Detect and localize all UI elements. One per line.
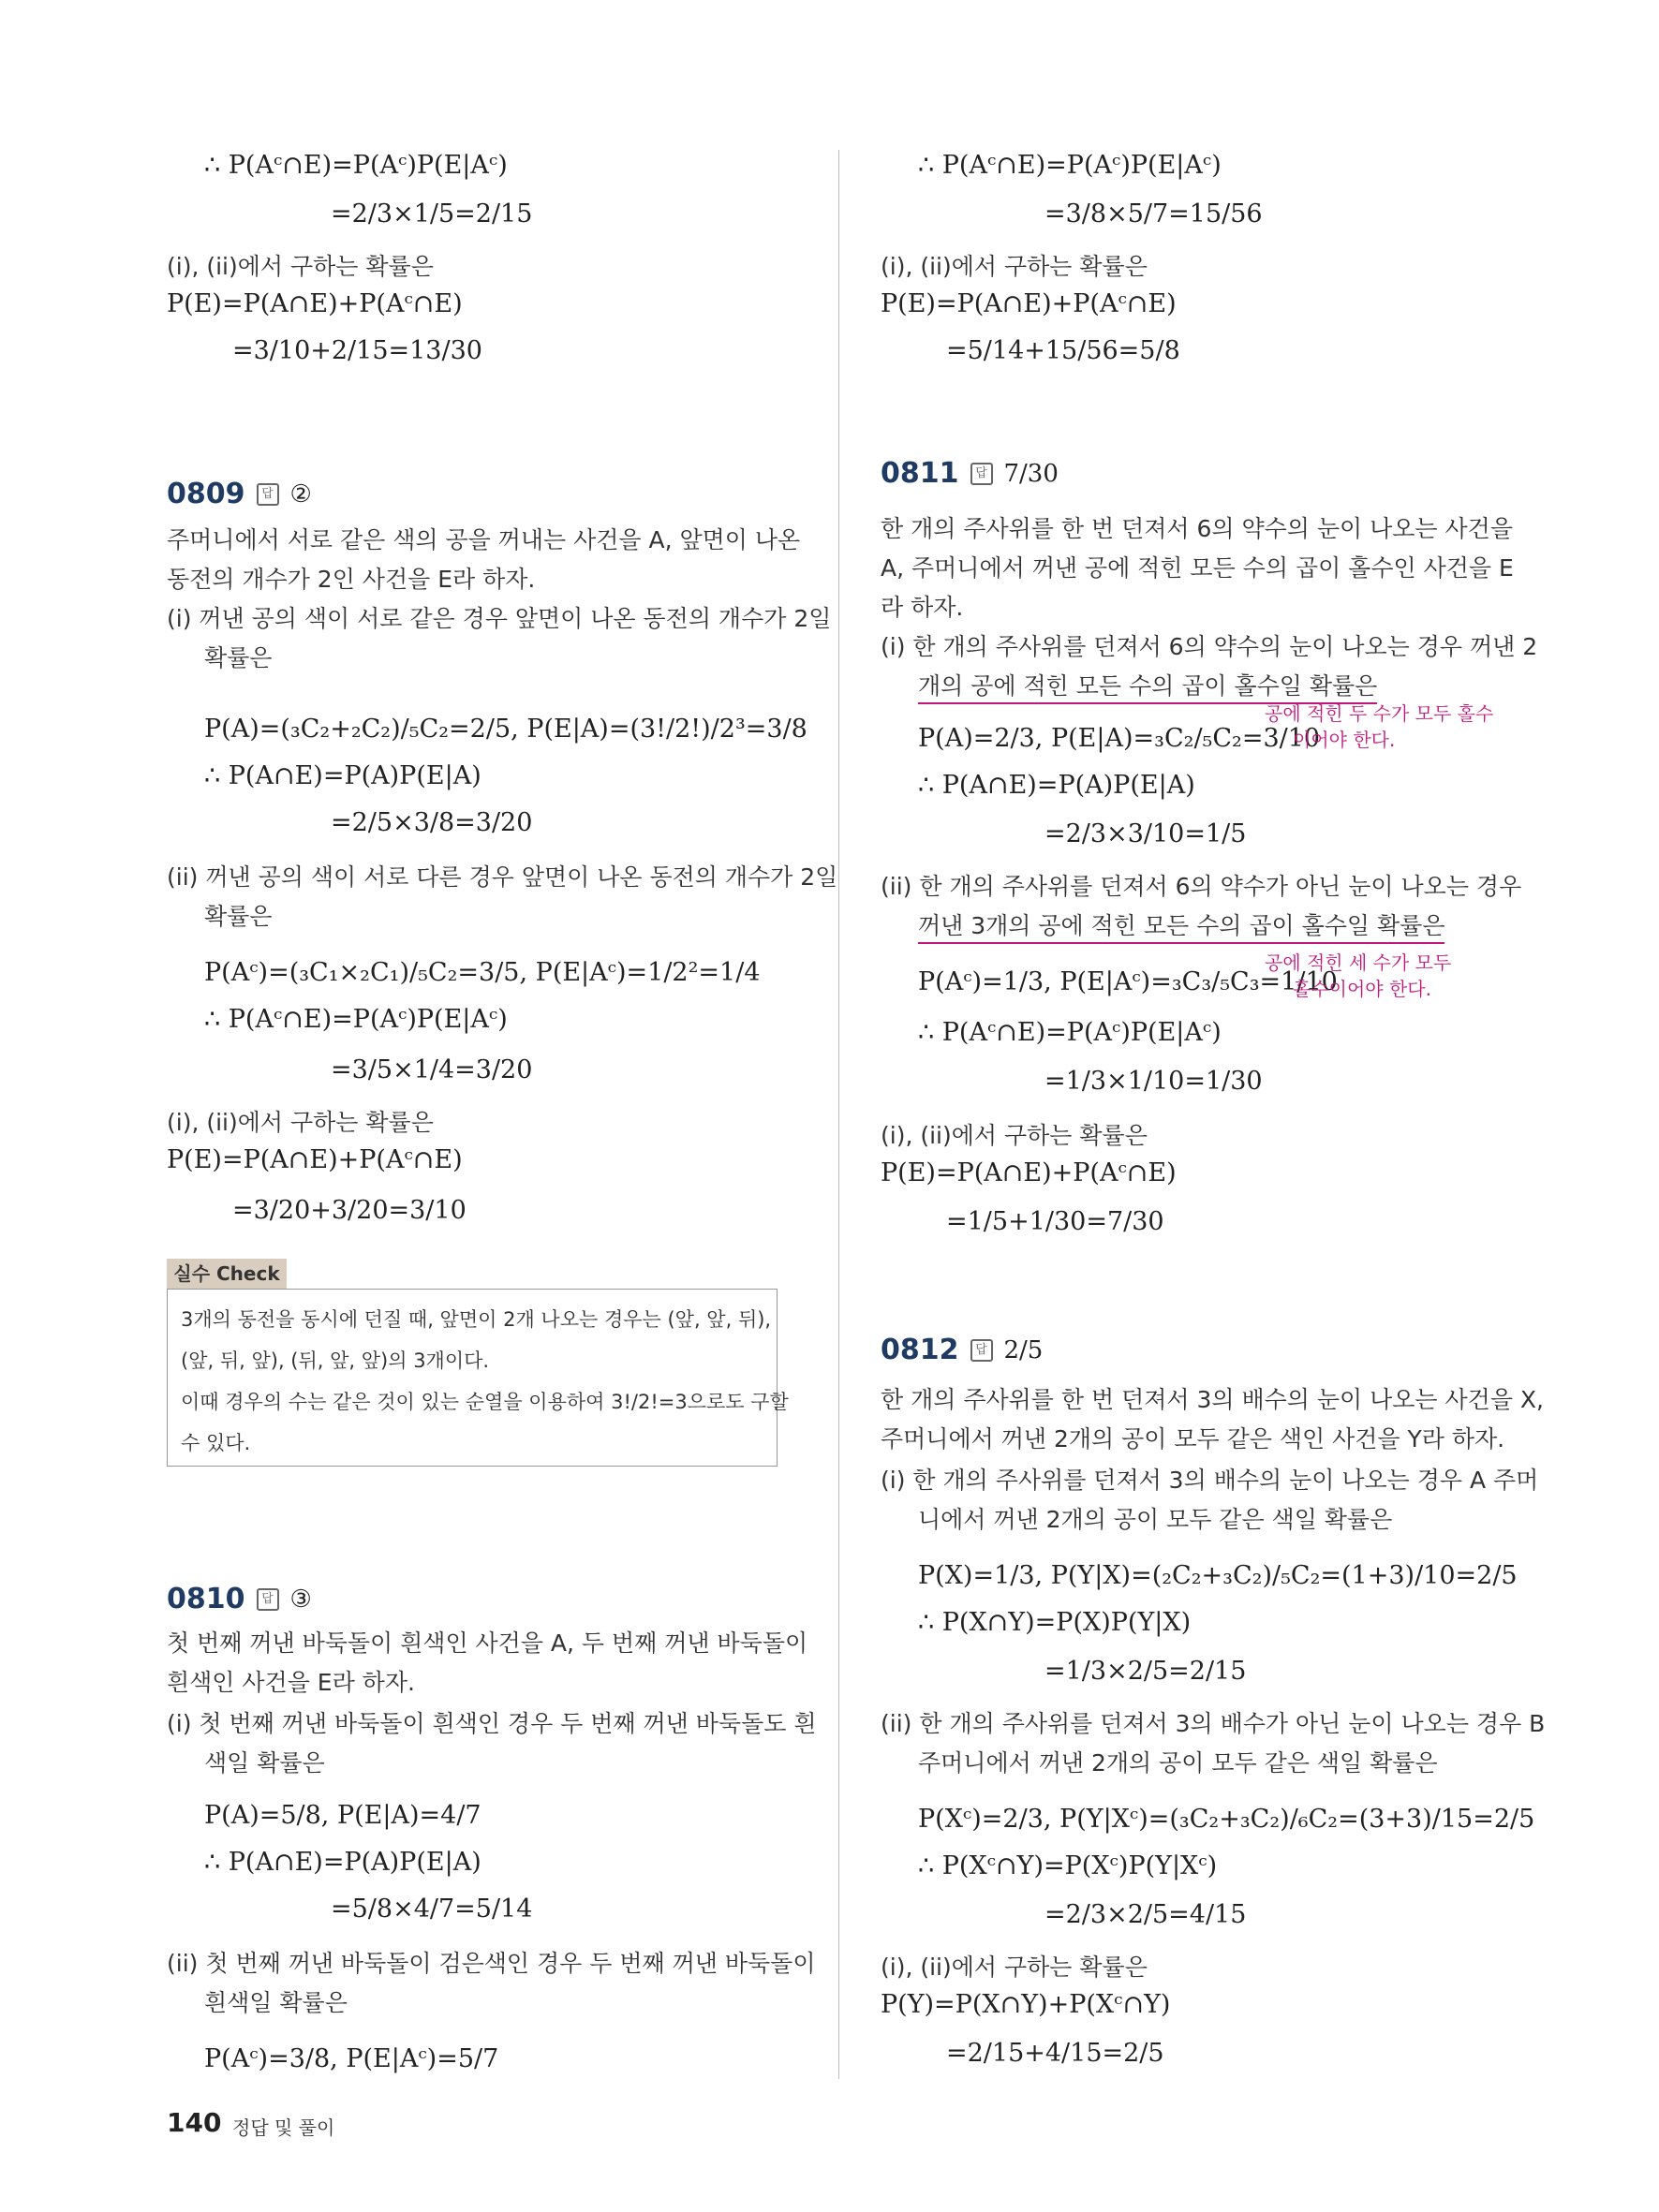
problem-number: 0809 <box>167 478 245 510</box>
math-line: P(Aᶜ)=1/3, P(E|Aᶜ)=₃C₃/₅C₃=1/10 <box>918 967 1338 996</box>
math-line: P(Xᶜ)=2/3, P(Y|Xᶜ)=(₃C₂+₃C₂)/₆C₂=(3+3)/15=2/5 <box>918 1805 1535 1834</box>
text-line: 한 개의 주사위를 한 번 던져서 3의 배수의 눈이 나오는 사건을 X, <box>881 1386 1544 1413</box>
text-line: 흰색인 사건을 E라 하자. <box>167 1669 415 1696</box>
text-line: (i), (ii)에서 구하는 확률은 <box>167 1109 434 1136</box>
math-line: P(E)=P(A∩E)+P(Aᶜ∩E) <box>167 1145 463 1174</box>
problem-header-0809 <box>167 478 312 510</box>
math-line: =2/15+4/15=2/5 <box>946 2039 1164 2068</box>
text-line: 주머니에서 꺼낸 2개의 공이 모두 같은 색일 확률은 <box>918 1749 1438 1777</box>
math-line: P(E)=P(A∩E)+P(Aᶜ∩E) <box>167 289 463 318</box>
text-line: 확률은 <box>204 903 273 930</box>
math-line: ∴ P(A∩E)=P(A)P(E|A) <box>204 761 481 790</box>
math-line: ∴ P(Aᶜ∩E)=P(Aᶜ)P(E|Aᶜ) <box>918 1018 1222 1047</box>
math-line: =5/8×4/7=5/14 <box>331 1895 533 1924</box>
text-line: (i), (ii)에서 구하는 확률은 <box>881 1122 1148 1149</box>
check-box <box>167 1289 789 1467</box>
text-line: (i), (ii)에서 구하는 확률은 <box>167 253 434 280</box>
answer-icon: 답 <box>970 463 993 485</box>
problem-number: 0812 <box>881 1334 959 1366</box>
text-line: 색일 확률은 <box>204 1749 325 1777</box>
text-line: 라 하자. <box>881 594 964 621</box>
math-line: =5/14+15/56=5/8 <box>946 336 1180 365</box>
math-line: =2/3×2/5=4/15 <box>1044 1900 1247 1929</box>
check-line: 3개의 동전을 동시에 던질 때, 앞면이 2개 나오는 경우는 (앞, 앞, 뒤), <box>181 1308 772 1331</box>
math-line: =2/3×1/5=2/15 <box>331 199 533 229</box>
page-number: 140 <box>167 2107 222 2138</box>
math-line: P(Aᶜ)=(₃C₁×₂C₁)/₅C₂=3/5, P(E|Aᶜ)=1/2²=1/4 <box>204 958 761 987</box>
text-line: 확률은 <box>204 644 273 671</box>
text-line: 꺼낸 3개의 공에 적힌 모든 수의 곱이 홀수일 확률은 <box>918 910 1444 944</box>
math-line: P(E)=P(A∩E)+P(Aᶜ∩E) <box>881 289 1177 318</box>
math-line: P(A)=2/3, P(E|A)=₃C₂/₅C₂=3/10 <box>918 724 1321 753</box>
answer-value: ③ <box>289 1585 312 1614</box>
math-line: =1/5+1/30=7/30 <box>946 1207 1164 1236</box>
section-label: 정답 및 풀이 <box>232 2116 335 2139</box>
problem-header-0811 <box>881 457 1059 490</box>
math-line: P(Y)=P(X∩Y)+P(Xᶜ∩Y) <box>881 1990 1171 2019</box>
text-line: (ii) 꺼낸 공의 색이 서로 다른 경우 앞면이 나온 동전의 개수가 2일 <box>167 863 838 891</box>
math-line: ∴ P(Xᶜ∩Y)=P(Xᶜ)P(Y|Xᶜ) <box>918 1851 1218 1880</box>
text-line: (i) 한 개의 주사위를 던져서 3의 배수의 눈이 나오는 경우 A 주머 <box>881 1467 1539 1494</box>
note-line: 공에 적힌 세 수가 모두 <box>1265 951 1452 974</box>
text-line: 주머니에서 서로 같은 색의 공을 꺼내는 사건을 A, 앞면이 나온 <box>167 526 801 553</box>
math-line: ∴ P(A∩E)=P(A)P(E|A) <box>918 771 1195 800</box>
problem-number: 0811 <box>881 457 959 490</box>
math-line: ∴ P(Aᶜ∩E)=P(Aᶜ)P(E|Aᶜ) <box>204 1005 508 1034</box>
math-line: =3/10+2/15=13/30 <box>232 336 482 365</box>
check-line: 수 있다. <box>181 1432 251 1454</box>
note-line: 이어야 한다. <box>1293 729 1396 751</box>
note-line: 홀수이어야 한다. <box>1293 978 1431 1000</box>
math-line: ∴ P(X∩Y)=P(X)P(Y|X) <box>918 1608 1192 1637</box>
text-line: A, 주머니에서 꺼낸 공에 적힌 모든 수의 곱이 홀수인 사건을 E <box>881 554 1514 582</box>
answer-icon: 답 <box>257 483 279 506</box>
text-line: (ii) 한 개의 주사위를 던져서 3의 배수가 아닌 눈이 나오는 경우 B <box>881 1710 1546 1737</box>
check-line: 이때 경우의 수는 같은 것이 있는 순열을 이용하여 3!/2!=3으로도 구할 <box>181 1391 789 1413</box>
answer-icon: 답 <box>257 1588 279 1611</box>
text-line: 흰색일 확률은 <box>204 1989 348 2016</box>
text-line: (i) 한 개의 주사위를 던져서 6의 약수의 눈이 나오는 경우 꺼낸 2 <box>881 633 1538 660</box>
answer-icon: 답 <box>970 1339 993 1362</box>
math-line: ∴ P(Aᶜ∩E)=P(Aᶜ)P(E|Aᶜ) <box>918 151 1222 180</box>
problem-header-0810 <box>167 1583 312 1615</box>
check-line: (앞, 뒤, 앞), (뒤, 앞, 앞)의 3개이다. <box>181 1349 490 1372</box>
side-note-2 <box>1265 950 1451 1002</box>
side-note-1 <box>1265 700 1493 753</box>
note-line: 공에 적힌 두 수가 모두 홀수 <box>1265 702 1494 725</box>
text-line: (ii) 한 개의 주사위를 던져서 6의 약수가 아닌 눈이 나오는 경우 <box>881 873 1522 900</box>
math-line: =3/8×5/7=15/56 <box>1044 199 1263 229</box>
text-line: 첫 번째 꺼낸 바둑돌이 흰색인 사건을 A, 두 번째 꺼낸 바둑돌이 <box>167 1630 808 1657</box>
text-line: 개의 공에 적힌 모든 수의 곱이 홀수일 확률은 <box>918 671 1377 704</box>
text-line: 주머니에서 꺼낸 2개의 공이 모두 같은 색인 사건을 Y라 하자. <box>881 1425 1505 1453</box>
math-line: =2/3×3/10=1/5 <box>1044 819 1247 848</box>
answer-value: 2/5 <box>1003 1335 1044 1364</box>
math-line: P(Aᶜ)=3/8, P(E|Aᶜ)=5/7 <box>204 2044 499 2073</box>
math-line: P(E)=P(A∩E)+P(Aᶜ∩E) <box>881 1158 1177 1187</box>
text-line: (i) 꺼낸 공의 색이 서로 같은 경우 앞면이 나온 동전의 개수가 2일 <box>167 605 832 632</box>
math-line: =3/5×1/4=3/20 <box>331 1055 533 1084</box>
math-line: P(A)=5/8, P(E|A)=4/7 <box>204 1801 481 1830</box>
problem-number: 0810 <box>167 1583 245 1615</box>
problem-header-0812 <box>881 1334 1043 1366</box>
math-line: P(A)=(₃C₂+₂C₂)/₅C₂=2/5, P(E|A)=(3!/2!)/2³=3/8 <box>204 715 807 744</box>
text-line: 니에서 꺼낸 2개의 공이 모두 같은 색일 확률은 <box>918 1506 1393 1533</box>
text-line: (i), (ii)에서 구하는 확률은 <box>881 253 1148 280</box>
math-line: =1/3×2/5=2/15 <box>1044 1657 1247 1686</box>
text-line: 한 개의 주사위를 한 번 던져서 6의 약수의 눈이 나오는 사건을 <box>881 515 1513 542</box>
text-line: (i) 첫 번째 꺼낸 바둑돌이 흰색인 경우 두 번째 꺼낸 바둑돌도 흰 <box>167 1710 817 1737</box>
check-tab: 실수 Check <box>167 1259 287 1289</box>
math-line: =1/3×1/10=1/30 <box>1044 1067 1263 1096</box>
column-divider <box>838 150 839 2079</box>
answer-value: ② <box>289 479 312 509</box>
text-line: (i), (ii)에서 구하는 확률은 <box>881 1954 1148 1981</box>
math-line: ∴ P(Aᶜ∩E)=P(Aᶜ)P(E|Aᶜ) <box>204 151 508 180</box>
answer-value: 7/30 <box>1003 459 1059 488</box>
math-line: P(X)=1/3, P(Y|X)=(₂C₂+₃C₂)/₅C₂=(1+3)/10=2/5 <box>918 1561 1518 1590</box>
text-line: 동전의 개수가 2인 사건을 E라 하자. <box>167 566 536 593</box>
math-line: =3/20+3/20=3/10 <box>232 1196 467 1225</box>
text-line: (ii) 첫 번째 꺼낸 바둑돌이 검은색인 경우 두 번째 꺼낸 바둑돌이 <box>167 1950 816 1977</box>
math-line: =2/5×3/8=3/20 <box>331 808 533 837</box>
math-line: ∴ P(A∩E)=P(A)P(E|A) <box>204 1848 481 1877</box>
